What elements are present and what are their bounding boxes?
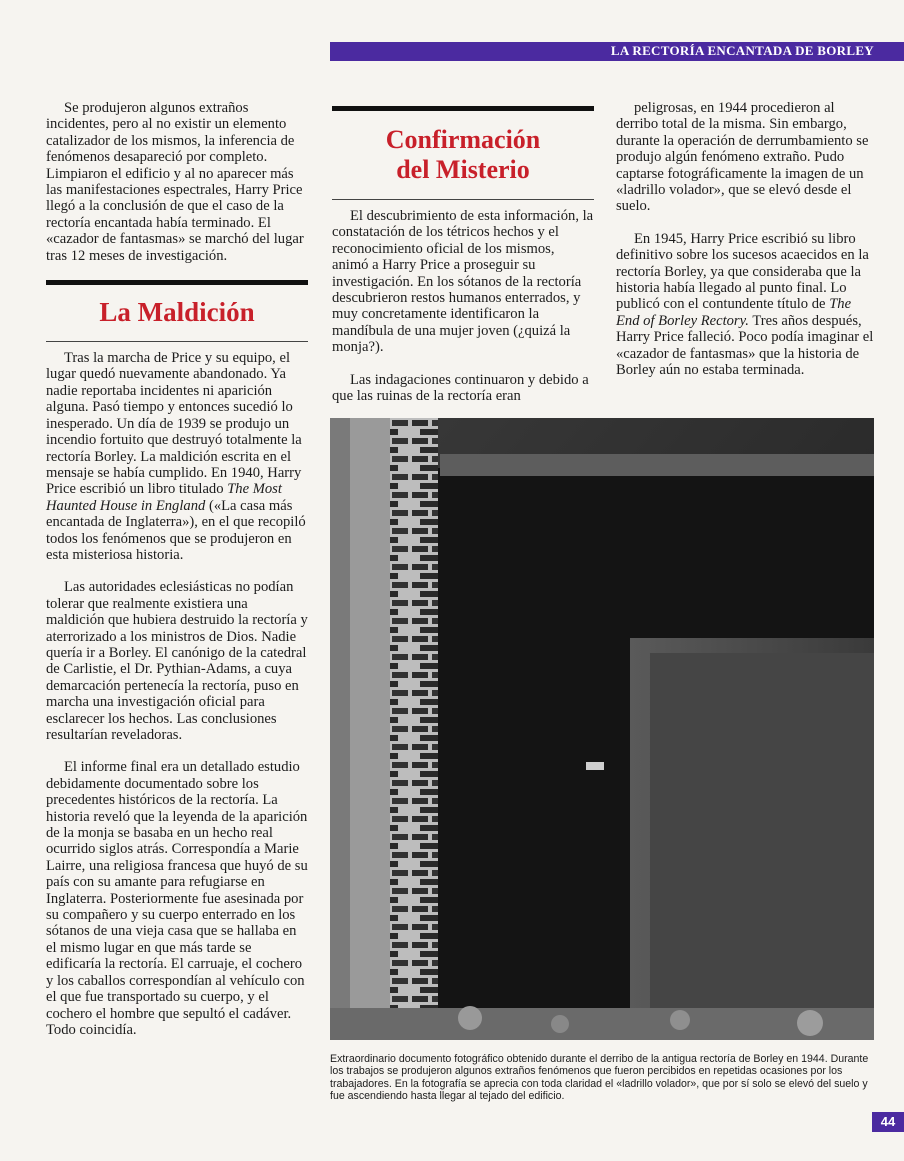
section-heading-la-maldicion: La Maldición bbox=[99, 297, 255, 328]
paragraph: Las indagaciones continuaron y debido a que las ruinas de la rectoría eran bbox=[332, 371, 589, 405]
paragraph: Se produjeron algunos extraños incidentes, pero al no existir un elemento catalizador de los mismos, la inferencia de fenómenos desapareció por completo. Limpiaron el edificio y al no aparecer más las manifestaciones espectrales, Harry Price llegó a la conclusión de que el caso de la rectoría encantada había terminado. El «cazador de fantasmas» se marchó del lugar tras 12 meses de investigación. bbox=[46, 100, 304, 264]
book-title: The Most Haunted House in England bbox=[46, 481, 282, 514]
running-header-title: LA RECTORÍA ENCANTADA DE BORLEY bbox=[610, 43, 874, 58]
text-column-middle bbox=[332, 100, 594, 420]
photo-caption: Extraordinario documento fotográfico obtenido durante el derribo de la antigua rectoría de Borley en 1944. Durante los trabajos se produjeron algunos extraños fenómenos que fueron percibidos en repetidas ocasiones por los trabajadores. En la fotografía se aprecia con toda claridad el «ladrillo volador», que por sí solo se elevó del suelo y fue ascendiendo hasta llegar al tejado del edificio. bbox=[330, 1053, 869, 1103]
paragraph: Las autoridades eclesiásticas no podían tolerar que realmente existiera una maldición que hubiera destruido la rectoría y aterrorizado a los ministros de Dios. Nadie quería ir a Borley. El canónigo de la catedral de Carlistie, el Dr. Pythian-Adams, a cuya demarcación pertenecía la rectoría, puso en marcha una investigación oficial para esclarecer los hechos. Las conclusiones resultarían reveladoras. bbox=[46, 579, 308, 743]
paragraph: Tras la marcha de Price y su equipo, el lugar quedó nuevamente abandonado. Ya nadie reportaba incidentes ni aparición alguna. Pasó tiempo y entonces sucedió lo inesperado. Un día de 1939 se produjo un incendio fortuito que destruyó totalmente la rectoría Borley. La maldición escrita en el mensaje se había cumplido. En 1940, Harry Price escribió un libro titulado The Most Haunted House in England («La casa más encantada de Inglaterra»), en el que recopiló todos los fenómenos que se produjeron en esta misteriosa historia. bbox=[46, 350, 306, 563]
paragraph: El informe final era un detallado estudio debidamente documentado sobre los precedentes históricos de la rectoría. La historia reveló que la leyenda de la aparición de la monja se basaba en un hecho real ocurrido siglos atrás. Correspondía a Marie Lairre, una religiosa francesa que huyó de su país con su amante para refugiarse en Inglaterra. Posteriormente fue asesinada por su compañero y su cuerpo enterrado en los sótanos de una vieja casa que se hallaba en el mismo lugar en que más tarde se edificaría la rectoría. El carruaje, el cochero y los caballos correspondían al vehículo con el que fue transportado su cuerpo, y el cochero el hombre que sepultó el cadáver. Todo coincidía. bbox=[46, 759, 308, 1038]
section-divider-thick bbox=[46, 280, 308, 285]
flying-brick-photograph bbox=[330, 418, 874, 1040]
paragraph: En 1945, Harry Price escribió su libro definitivo sobre los sucesos acaecidos en la rectoría Borley, ya que consideraba que la historia había llegado al punto final. Lo publicó con el contundente título de The End of Borley Rectory. Tres años después, Harry Price falleció. Poco podía imaginar el «cazador de fantasmas» que la historia de Borley aún no estaba terminada. bbox=[616, 230, 874, 379]
text-column-right bbox=[616, 100, 878, 395]
heading-line: del Misterio bbox=[396, 155, 530, 184]
page-number: 44 bbox=[872, 1112, 904, 1132]
paragraph: El descubrimiento de esta información, la constatación de los tétricos hechos y el reconocimiento oficial de los mismos, animó a Harry Price a proseguir su investigación. En los sótanos de la rectoría descubrieron restos humanos enterrados, y muy concretamente identificaron la mandíbula de una mujer joven (¿quizá la monja?). bbox=[332, 208, 594, 356]
flying-brick bbox=[586, 762, 604, 770]
section-divider-thin bbox=[46, 341, 308, 342]
section-divider-thick bbox=[332, 106, 594, 111]
running-header-band bbox=[330, 42, 904, 61]
section-divider-thin bbox=[332, 199, 594, 200]
text-column-left bbox=[46, 100, 308, 1054]
book-title: The End of Borley Rectory. bbox=[616, 296, 852, 329]
section-heading-confirmacion bbox=[332, 125, 594, 185]
heading-line: Confirmación bbox=[385, 125, 541, 154]
paragraph: peligrosas, en 1944 procedieron al derribo total de la misma. Sin embargo, durante la operación de derrumbamiento se produjo algún fenómeno extraño. Pudo captarse fotográficamente la imagen de un «ladrillo volador», que se elevó desde el suelo. bbox=[616, 100, 869, 215]
